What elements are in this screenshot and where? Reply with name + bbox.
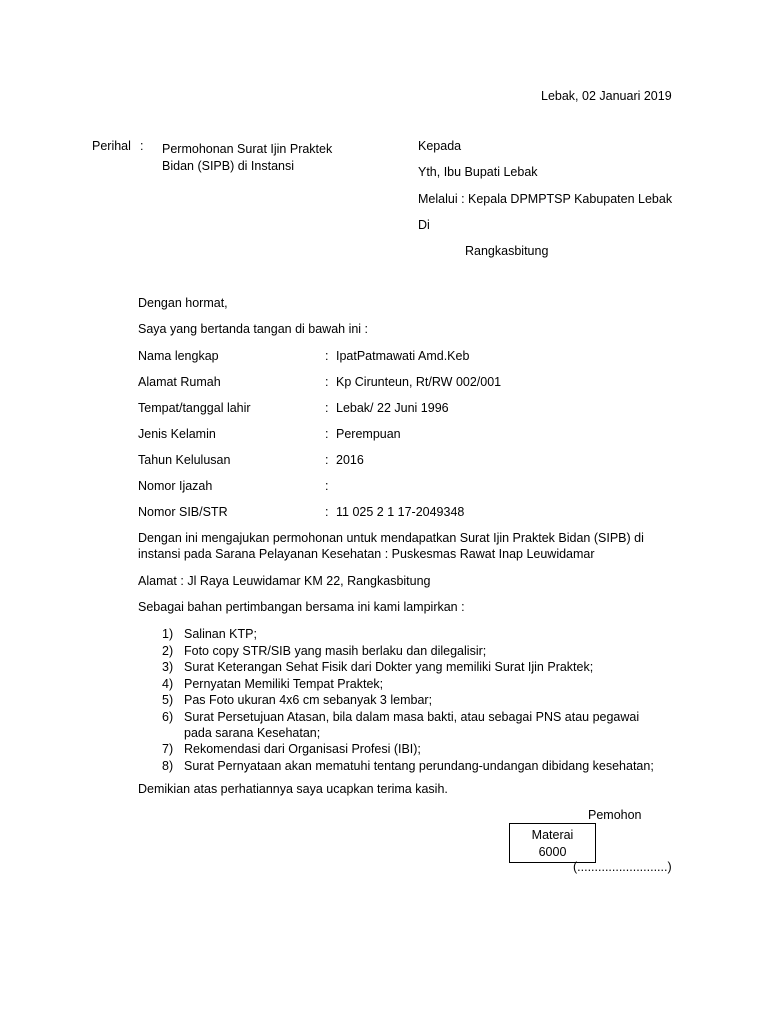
list-item: 7) Rekomendasi dari Organisasi Profesi (IBI); xyxy=(162,742,421,756)
perihal-line-1: Permohonan Surat Ijin Praktek xyxy=(162,142,333,156)
recipient-city: Rangkasbitung xyxy=(465,244,549,258)
practice-address: Alamat : Jl Raya Leuwidamar KM 22, Rangkasbitung xyxy=(138,574,431,588)
recipient-di: Di xyxy=(418,218,430,232)
list-item: 2) Foto copy STR/SIB yang masih berlaku dan dilegalisir; xyxy=(162,643,487,658)
list-item: 4) Pernyatan Memiliki Tempat Praktek; xyxy=(162,676,384,691)
field-label: Nomor Ijazah xyxy=(138,479,213,493)
field-label: Tahun Kelulusan xyxy=(138,453,231,467)
perihal-colon: : xyxy=(140,139,144,153)
perihal-label: Perihal xyxy=(92,139,131,153)
field-colon: : xyxy=(325,479,329,493)
request-line-2: instansi pada Sarana Pelayanan Kesehatan : Puskesmas Rawat Inap Leuwidamar xyxy=(138,547,595,561)
signature-line: (..........................) xyxy=(573,860,672,874)
attachments-list xyxy=(138,626,698,774)
field-value: Kp Cirunteun, Rt/RW 002/001 xyxy=(336,375,502,389)
field-colon: : xyxy=(325,349,329,363)
intro-text: Saya yang bertanda tangan di bawah ini : xyxy=(138,322,369,336)
field-colon: : xyxy=(325,453,329,467)
field-label: Jenis Kelamin xyxy=(138,427,216,441)
stamp-box xyxy=(509,823,596,863)
field-value: 11 025 2 1 17-2049348 xyxy=(336,505,465,519)
request-line-1: Dengan ini mengajukan permohonan untuk mendapatkan Surat Ijin Praktek Bidan (SIPB) di xyxy=(138,531,644,545)
field-label: Nama lengkap xyxy=(138,349,219,363)
field-label: Alamat Rumah xyxy=(138,375,221,389)
field-value: 2016 xyxy=(336,453,364,467)
list-item: 1) Salinan KTP; xyxy=(162,627,257,641)
field-label: Nomor SIB/STR xyxy=(138,505,228,519)
recipient-to: Kepada xyxy=(418,139,462,153)
field-value: Perempuan xyxy=(336,427,401,441)
signatory-label: Pemohon xyxy=(588,808,642,822)
list-item: 5) Pas Foto ukuran 4x6 cm sebanyak 3 lembar; xyxy=(162,693,433,707)
list-item: 6) Surat Persetujuan Atasan, bila dalam masa bakti, atau sebagai PNS atau pegawai pada sarana Kesehatan; xyxy=(162,709,640,740)
letter-date: Lebak, 02 Januari 2019 xyxy=(541,89,672,103)
field-value: IpatPatmawati Amd.Keb xyxy=(336,349,470,363)
recipient-via: Melalui : Kepala DPMPTSP Kabupaten Lebak xyxy=(418,192,673,206)
list-item: 8) Surat Pernyataan akan mematuhi tentang perundang-undangan dibidang kesehatan; xyxy=(162,758,654,773)
closing-text: Demikian atas perhatiannya saya ucapkan terima kasih. xyxy=(138,782,448,796)
perihal-line-2: Bidan (SIPB) di Instansi xyxy=(162,159,295,173)
list-item: 3) Surat Keterangan Sehat Fisik dari Dokter yang memiliki Surat Ijin Praktek; xyxy=(162,660,594,674)
attachments-intro: Sebagai bahan pertimbangan bersama ini kami lampirkan : xyxy=(138,600,465,614)
greeting: Dengan hormat, xyxy=(138,296,228,310)
field-colon: : xyxy=(325,427,329,441)
stamp-line-1: Materai xyxy=(531,828,574,842)
field-colon: : xyxy=(325,375,329,389)
request-paragraph xyxy=(138,530,678,562)
field-colon: : xyxy=(325,505,329,519)
field-colon: : xyxy=(325,401,329,415)
recipient-name: Yth, Ibu Bupati Lebak xyxy=(418,165,538,179)
field-label: Tempat/tanggal lahir xyxy=(138,401,251,415)
field-value: Lebak/ 22 Juni 1996 xyxy=(336,401,449,415)
stamp-line-2: 6000 xyxy=(538,845,567,859)
